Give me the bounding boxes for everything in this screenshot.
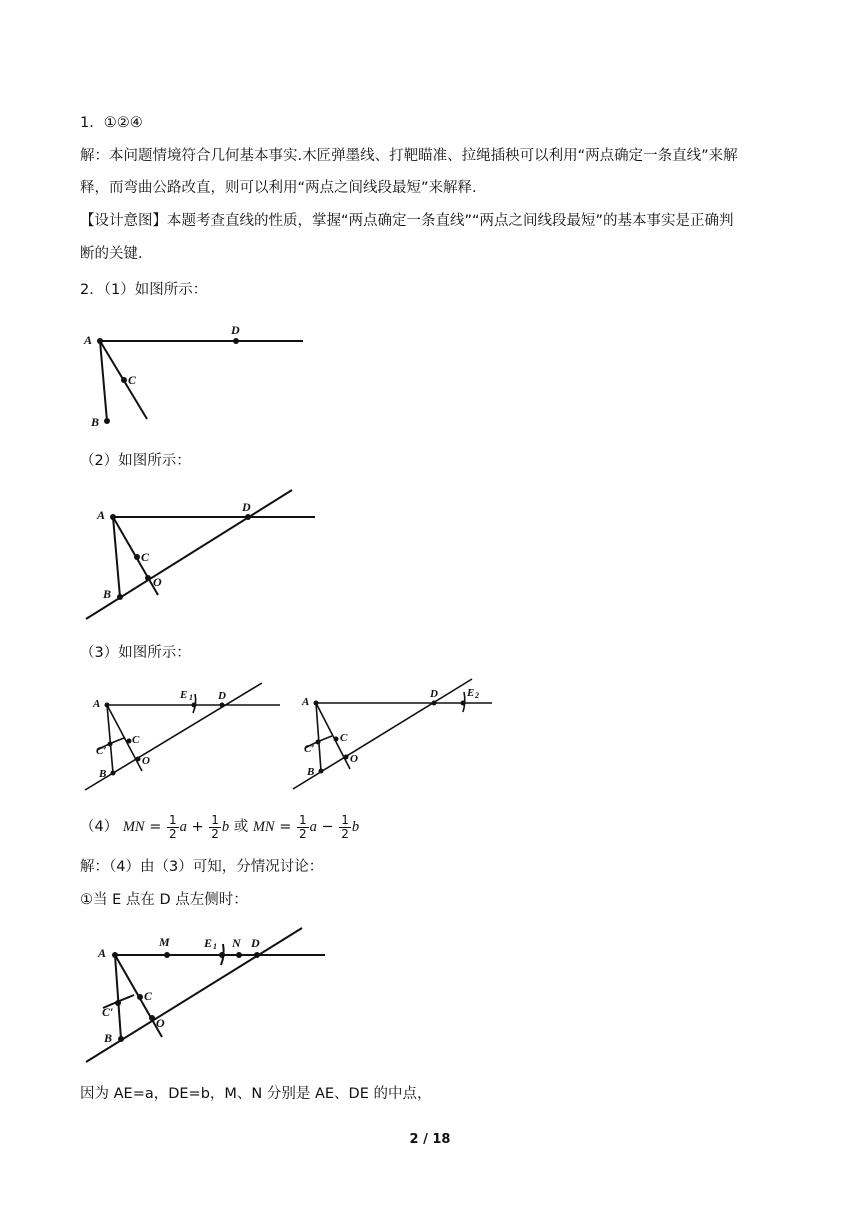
formula-lhs-1: MN [122, 819, 145, 835]
label-B: B [104, 1031, 113, 1045]
label-D: D [231, 323, 240, 337]
fraction-half-3: $\frac{1}{2}$ [298, 812, 307, 841]
plus-sign: + [191, 819, 204, 835]
fraction-half-2: $\frac{1}{2}$ [211, 812, 219, 841]
formula-eq-2: = [279, 819, 292, 835]
formula-eq-1: = [149, 819, 162, 835]
or-text: 或 [233, 819, 249, 835]
label-O: O [142, 755, 150, 767]
label-E2: E [467, 687, 475, 699]
label-E1-sub: 1 [213, 942, 217, 951]
label-O: O [153, 575, 162, 589]
label-D: D [251, 936, 260, 950]
label-D: D [430, 688, 438, 700]
q1-solution-line-2: 释，而弯曲公路改直，则可以利用“两点之间线段最短”来解释. [80, 180, 477, 196]
var-a-2: a [309, 819, 317, 835]
label-A: A [84, 333, 93, 347]
label-O: O [156, 1016, 165, 1030]
label-E1-sub: 1 [189, 693, 193, 702]
label-E2-sub: 2 [475, 691, 479, 700]
label-B: B [91, 415, 100, 429]
page-number: 2 / 18 [409, 1132, 451, 1147]
formula-lhs-2: MN [252, 819, 275, 835]
label-D: D [218, 690, 226, 702]
minus-sign: − [321, 819, 334, 835]
label-B: B [103, 587, 112, 601]
q1-design-line-2: 断的关键. [80, 246, 143, 262]
label-C: C [128, 373, 137, 387]
label-D: D [242, 500, 251, 514]
var-b-1: b [221, 819, 230, 835]
var-b-2: b [351, 819, 360, 835]
q2-given: 因为 AE=a，DE=b，M、N 分别是 AE、DE 的中点， [80, 1086, 432, 1102]
label-A: A [98, 946, 107, 960]
label-N: N [232, 936, 241, 950]
label-E1: E [204, 936, 213, 950]
label-E1: E [180, 689, 188, 701]
label-O: O [350, 753, 358, 765]
label-A: A [97, 508, 106, 522]
label-A: A [93, 698, 101, 710]
label-M: M [159, 935, 170, 949]
label-C-prime: C′ [102, 1005, 114, 1019]
label-C-prime: C′ [304, 743, 315, 755]
fraction-half-1: $\frac{1}{2}$ [168, 812, 177, 841]
q1-heading: 1．①②④ [80, 115, 143, 131]
part4-prefix: （4） [80, 819, 119, 835]
q1-solution-line-1: 解：本问题情境符合几何基本事实.木匠弹墨线、打靶瞄准、拉绳插秧可以利用“两点确定一条直线”来解 [80, 148, 738, 164]
label-A: A [302, 696, 310, 708]
label-C: C [144, 989, 153, 1003]
label-C: C [340, 732, 348, 744]
q1-design-line-1: 【设计意图】本题考查直线的性质，掌握“两点确定一条直线”“两点之间线段最短”的基本事实是正确判 [80, 213, 734, 229]
label-C-prime: C′ [96, 745, 107, 757]
fraction-half-4: $\frac{1}{2}$ [341, 812, 349, 841]
q2-part3-heading: （3）如图所示： [80, 645, 191, 661]
label-B: B [99, 768, 107, 780]
q2-part1-heading: 2．（1）如图所示： [80, 282, 208, 298]
label-B: B [307, 766, 315, 778]
q2-solution-intro: 解：（4）由（3）可知，分情况讨论： [80, 859, 324, 875]
label-C: C [141, 550, 150, 564]
q2-part2-heading: （2）如图所示： [80, 453, 191, 469]
var-a-1: a [179, 819, 187, 835]
q2-case1: ①当 E 点在 D 点左侧时： [80, 892, 248, 908]
label-C: C [132, 734, 140, 746]
